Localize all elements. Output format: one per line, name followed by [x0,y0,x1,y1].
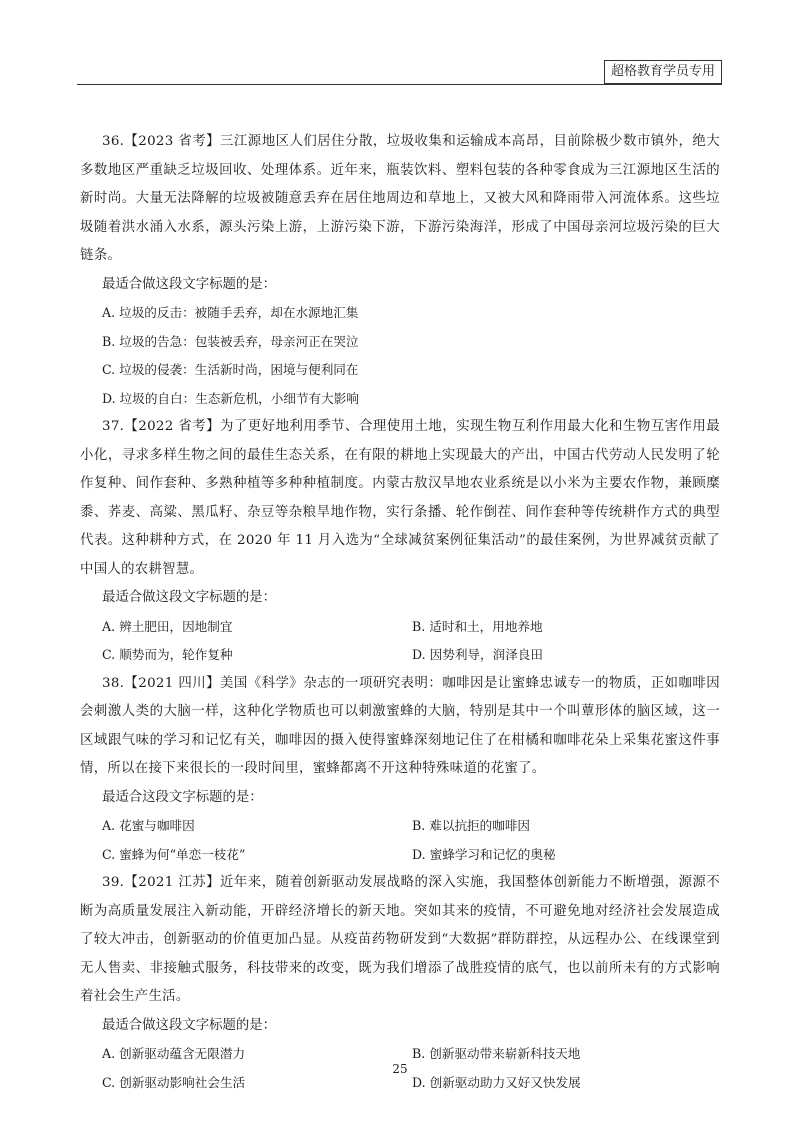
question-36 [80,128,720,413]
question-38-prompt: 最适合这段文字标题的是： [102,789,263,805]
question-37-prompt: 最适合做这段文字标题的是： [102,590,277,605]
question-38-option-d: D. 蜜蜂学习和记忆的奥秘 [412,846,556,862]
question-38-option-a: A. 花蜜与咖啡因 [102,818,195,833]
question-36-option-c: C. 垃圾的侵袭：生活新时尚，困境与便利同在 [102,362,359,377]
question-39-option-c: C. 创新驱动影响社会生活 [102,1074,246,1090]
question-37-option-b: B. 适时和土，用地养地 [412,618,543,634]
question-36-option-d: D. 垃圾的自白：生态新危机，小细节有大影响 [102,390,359,406]
question-36-text: 36.【2023 省考】三江源地区人们居住分散，垃圾收集和运输成本高昂，目前除极少数市镇外，绝大多数地区严重缺乏垃圾回收、处理体系。近年来，瓶装饮料、塑料包装的各种零食成为三江源地区生活的新时尚。大量无法降解的垃圾被随意丢弃在居住地周边和草地上，又被大风和降雨带入河流体系。这些垃圾随着洪水涌入水系，源头污染上游，上游污染下游，下游污染海洋，形成了中国母亲河垃圾污染的巨大链条。 [80,134,720,263]
question-36-prompt: 最适合做这段文字标题的是： [102,276,277,292]
question-37-text: 37.【2022 省考】为了更好地利用季节、合理使用土地，实现生物互利作用最大化和生物互害作用最小化，寻求多样生物之间的最佳生态关系，在有限的耕地上实现最大的产出，中国古代劳动人民发明了轮作复种、间作套种、多熟种植等多种种植制度。内蒙古敖汉旱地农业系统是以小米为主要农作物，兼顾糜黍、荞麦、高粱、黑瓜籽、杂豆等杂粮旱地作物，实行条播、轮作倒茬、间作套种等传统耕作方式的典型代表。这种耕种方式，在 2020 年 11 月入选为“全球减贫案例征集活动”的最佳案例，为世界减贫贡献了中国人的农耕智慧。 [80,419,720,577]
question-37-option-c: C. 顺势而为，轮作复种 [102,647,233,662]
question-36-option-b: B. 垃圾的告急：包装被丢弃，母亲河正在哭泣 [102,333,359,349]
question-37-option-d: D. 因势利导，润泽良田 [412,647,543,662]
question-list [80,128,720,1097]
question-38-option-b: B. 难以抗拒的咖啡因 [412,818,531,833]
question-38-options [80,812,720,869]
question-37-option-a: A. 辨土肥田，因地制宜 [102,618,233,634]
header-label: 超格教育学员专用 [604,60,722,84]
question-39-text: 39.【2021 江苏】近年来，随着创新驱动发展战略的深入实施，我国整体创新能力不断增强，源源不断为高质量发展注入新动能，开辟经济增长的新天地。突如其来的疫情，不可避免地对经济社会发展造成了较大冲击，创新驱动的价值更加凸显。从疫苗药物研发到“大数据”群防群控，从远程办公、在线课堂到无人售卖、非接触式服务，科技带来的改变，既为我们增添了战胜疫情的底气，也以前所未有的方式影响着社会生产生活。 [80,875,720,1004]
question-36-options [80,299,720,413]
question-39-option-d: D. 创新驱动助力又好又快发展 [412,1074,581,1090]
question-39-prompt: 最适合做这段文字标题的是： [102,1017,277,1033]
question-39-option-a: A. 创新驱动蕴含无限潜力 [102,1046,246,1061]
header-rule [77,84,722,85]
question-36-option-a: A. 垃圾的反击：被随手丢弃，却在水源地汇集 [102,305,359,320]
question-39-option-b: B. 创新驱动带来崭新科技天地 [412,1046,581,1061]
page-number: 25 [392,1062,408,1076]
question-38-text: 38.【2021 四川】美国《科学》杂志的一项研究表明：咖啡因是让蜜蜂忠诚专一的物质，正如咖啡因会刺激人类的大脑一样，这种化学物质也可以刺激蜜蜂的大脑，特别是其中一个叫蕈形体的脑区域，这一区域跟气味的学习和记忆有关，咖啡因的摄入使得蜜蜂深刻地记住了在柑橘和咖啡花朵上采集花蜜这件事情，所以在接下来很长的一段时间里，蜜蜂都离不开这种特殊味道的花蜜了。 [80,675,720,776]
question-38 [80,670,720,870]
question-37 [80,413,720,670]
question-37-options [80,613,720,670]
question-38-option-c: C. 蜜蜂为何“单恋一枝花” [102,846,246,862]
